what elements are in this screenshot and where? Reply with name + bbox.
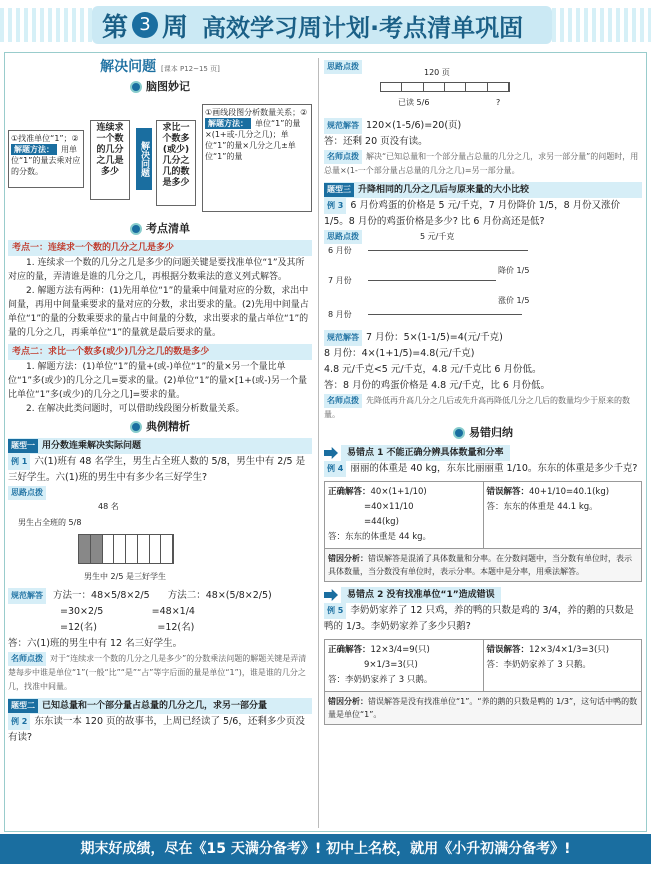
mindmap-branch-2: 求比一个数多(或少)几分之几的数是多少: [156, 120, 196, 206]
example-5: 例 5 李奶奶家养了 12 只鸡，养的鸭的只数是鸡的 3/4，养的鹅的只数是鸭的 1/3。李奶奶家养了多少只鹅?: [324, 605, 634, 632]
mindmap-right-note: ①画线段图分析数量关系；②解题方法： 单位“1”的量×(1+或-几分之几)；单位“1”的量×几分之几±单位“1”的量: [202, 104, 312, 212]
solution-2: 规范解答 120×(1-5/6)=20(页): [324, 118, 642, 134]
topic-3: 题型三 升降相同的几分之几后与原来量的大小比较: [324, 182, 642, 198]
think-3-tag: 思路点拨: [324, 230, 362, 244]
column-divider: [318, 58, 319, 828]
bullet-icon: [130, 421, 142, 433]
week-number: 3: [132, 12, 158, 38]
mindmap-heading: 脑图妙记: [8, 80, 312, 94]
topic-2: 题型二 已知总量和一个部分量占总量的几分之几，求另一部分量: [8, 698, 312, 714]
error-analysis-1: 错因分析：错误解答是混淆了具体数量和分率。在分数问题中，当分数有单位时，表示具体数量，当分数没有单位时，表示分率。本题中是分率，用乘法解答。: [324, 549, 642, 582]
diagram-label-120: 120 页: [424, 68, 450, 77]
mistake-2: 易错点 2 没有找准单位“1”造成错误: [324, 587, 642, 603]
wrong-answer-1: 错误解答：40+1/10=40.1(kg) 答：东东的体重是 44.1 kg。: [486, 487, 610, 512]
left-column: [8, 60, 312, 746]
answer-compare-1: [324, 481, 642, 549]
typical-heading: 典例精析: [8, 420, 312, 434]
kp1-para-2: 2. 解题方法有两种：(1)先用单位“1”的量乘中间量对应的分数，求出中间量，再用中间量乘要求的量对应的分数，求出要求的量。(2)先用中间量占单位“1”的量的分数乘要求的量占中间量的分数，求出要求的量占单位“1”的量的几分之几，再乘单位“1”的量就是最后要求的量。: [8, 286, 309, 338]
up-label: 涨价 1/5: [498, 296, 530, 305]
diagram-label-q: ?: [496, 98, 501, 107]
week-suffix: 周: [162, 12, 189, 43]
month-6-line: [368, 250, 528, 251]
example-4: 例 4 丽丽的体重是 40 kg，东东比丽丽重 1/10。东东的体重是多少千克?: [324, 461, 642, 477]
solution-1: 规范解答 方法一：48×5/8×2/5 方法二：48×(5/8×2/5) =30×2/5 =48×1/4 =12(名) =12(名): [8, 588, 312, 636]
arrow-icon: [324, 447, 338, 459]
think-1: 思路点拨: [8, 486, 312, 500]
diagram-3: [324, 230, 642, 330]
wrong-answer-2: 错误解答：12×3/4×1/3=3(只) 答：李奶奶家养了 3 只鹅。: [486, 645, 610, 670]
kp2-para-1: 1. 解题方法：(1)单位“1”的量+(或-)单位“1”的量×另一个量比单位“1”多(或少)的几分之几=要求的量。(2)单位“1”的量×[1+(或-)另一个量比单位“1”多(或少)的几分之几]=要求的量。: [8, 362, 308, 400]
mindmap-left-note: ①找准单位“1”；②解题方法： 用单位“1”的量去乘对应的分数。: [8, 130, 84, 188]
diagram-label-48: 48 名: [98, 502, 119, 511]
header-box: [92, 6, 552, 44]
mistake-1: 易错点 1 不能正确分辨具体数量和分率: [324, 445, 642, 461]
page-title: 高效学习周计划·考点清单巩固: [202, 13, 524, 42]
kp2-para-2: 2. 在解决此类问题时，可以借助线段图分析数量关系。: [26, 404, 245, 414]
footer-banner: 期末好成绩，尽在《15 天满分备考》! 初中上名校，就用《小升初满分备考》!: [0, 834, 651, 864]
example-2: 例 2 东东读一本 120 页的故事书，上周已经读了 5/6，还剩多少页没有读?: [8, 716, 305, 743]
example-3: 例 3 6 月份鸡蛋的价格是 5 元/千克，7 月份降价 1/5，8 月份又涨价 1/5。8 月份的鸡蛋价格是多少? 比 6 月份高还是低?: [324, 200, 621, 227]
answer-compare-2: [324, 639, 642, 692]
mindmap: [8, 98, 312, 218]
tip-2: 名师点拨 解决“已知总量和一个部分量占总量的几分之几，求另一部分量”的问题时，用总量×(1-一个部分量占总量的几分之几)=另一部分量。: [324, 152, 639, 175]
month-6-label: 6 月份: [328, 246, 352, 255]
diagram-price: 5 元/千克: [420, 232, 455, 241]
arrow-icon: [324, 589, 338, 601]
bullet-icon: [130, 223, 142, 235]
tip-3: 名师点拨 先降低再升高几分之几后或先升高再降低几分之几后的数量均少于原来的数量。: [324, 396, 630, 419]
month-7-label: 7 月份: [328, 276, 352, 285]
month-7-line: [368, 280, 496, 281]
error-analysis-2: 错因分析：错误解答是没有找准单位“1”。“养的鹅的只数是鸭的 1/3”，这句话中鸭的数量是单位“1”。: [324, 692, 642, 725]
correct-answer-2: 正确解答：12×3/4=9(只) 9×1/3=3(只) 答：李奶奶家养了 3 只鹅。: [325, 640, 484, 691]
week-prefix: 第: [102, 12, 129, 43]
mindmap-center: 解决问题: [136, 128, 152, 190]
think-2-tag: 思路点拨: [324, 60, 362, 74]
kp1-para-1: 1. 连续求一个数的几分之几是多少的问题关键是要找准单位“1”及其所对应的量，弄清谁是谁的几分之几，再根据分数乘法的意义列式解答。: [8, 258, 305, 282]
bullet-icon: [453, 427, 465, 439]
bar-diagram: [78, 534, 174, 564]
diagram-label-good: 男生中 2/5 是三好学生: [84, 572, 166, 581]
month-8-label: 8 月份: [328, 310, 352, 319]
right-column: [324, 60, 642, 725]
example-1: 例 1 六(1)班有 48 名学生，男生占全班人数的 5/8，男生中有 2/5 是三好学生。六(1)班的男生中有多少名三好学生?: [8, 456, 306, 483]
diagram-2: [324, 60, 642, 118]
down-label: 降价 1/5: [498, 266, 530, 275]
knowledge-point-2: 考点二：求比一个数多(或少)几分之几的数是多少: [8, 344, 312, 360]
answer-1: 答：六(1)班的男生中有 12 名三好学生。: [8, 638, 183, 649]
answer-2: 答：还剩 20 页没有读。: [324, 136, 428, 147]
correct-answer-1: 正确解答：40×(1+1/10) =40×11/10 =44(kg) 答：东东的体重是 44 kg。: [325, 482, 484, 548]
mindmap-branch-1: 连续求一个数的几分之几是多少: [90, 120, 130, 200]
bullet-icon: [130, 81, 142, 93]
diagram-label-read: 已读 5/6: [398, 98, 430, 107]
topic-1: 题型一 用分数连乘解决实际问题: [8, 438, 312, 454]
page-header: [0, 0, 651, 50]
checklist-heading: 考点清单: [8, 222, 312, 236]
bar-diagram-2: [380, 82, 510, 92]
diagram-1: [8, 500, 312, 588]
tip-1: 名师点拨 对于“连续求一个数的几分之几是多少”的分数乘法问题的解题关键是弄清楚每步中谁是单位“1”(一般“比”“是”“占”等字后面的量是单位“1”)，谁是谁的几分之几，找准中间量。: [8, 654, 307, 691]
mistake-heading: 易错归纳: [324, 426, 642, 440]
solution-3: 规范解答 7 月份：5×(1-1/5)=4(元/千克) 8 月份：4×(1+1/5)=4.8(元/千克) 4.8 元/千克<5 元/千克，4.8 元/千克比 6 月份低。 答：8 月份的鸡蛋价格是 4.8 元/千克，比 6 月份低。: [324, 332, 550, 391]
section-title: 解决问题 [课本 P12~15 页]: [100, 59, 220, 75]
section-ref: [课本 P12~15 页]: [161, 65, 220, 73]
knowledge-point-1: 考点一：连续求一个数的几分之几是多少: [8, 240, 312, 256]
diagram-label-boys: 男生占全班的 5/8: [18, 518, 82, 527]
month-8-line: [368, 314, 522, 315]
